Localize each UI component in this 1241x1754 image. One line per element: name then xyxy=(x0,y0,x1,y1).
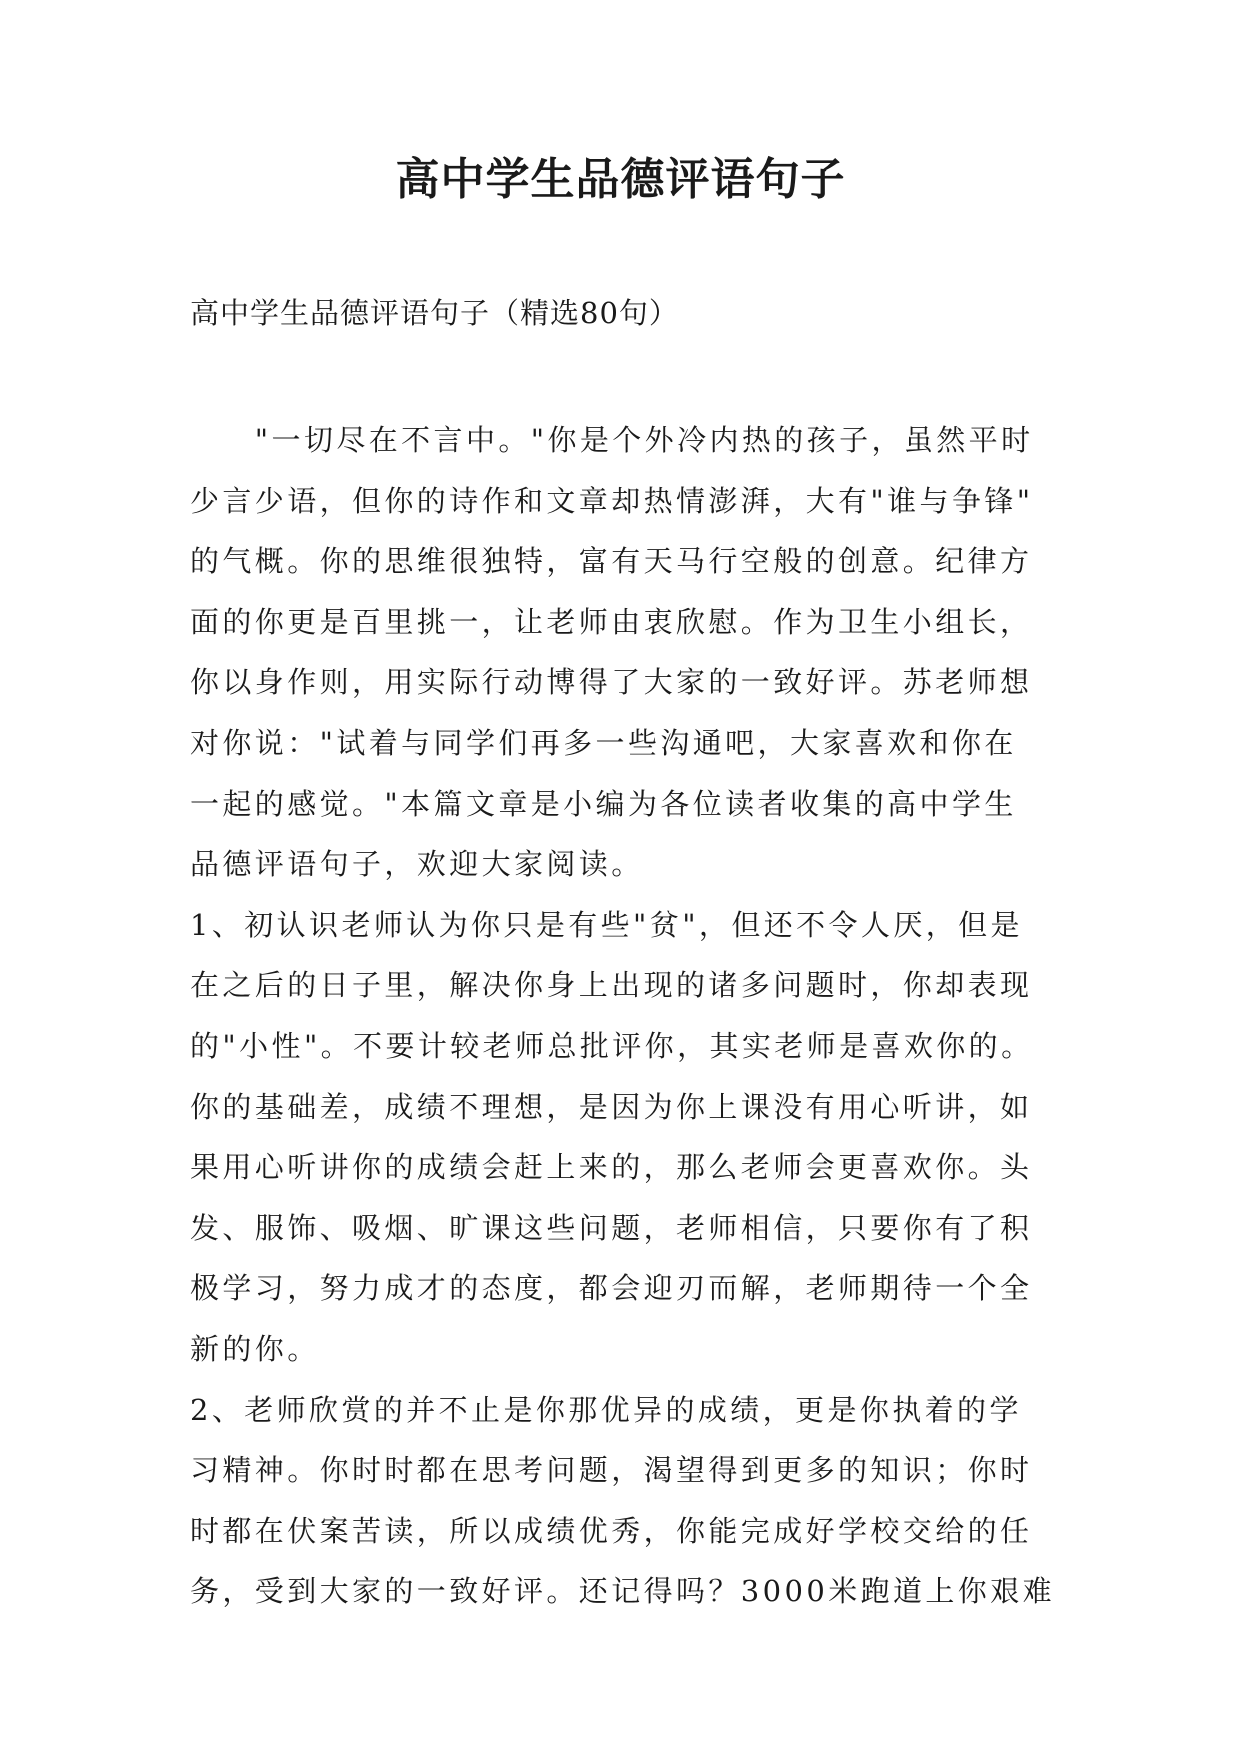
body-text-line: 发、服饰、吸烟、旷课这些问题，老师相信，只要你有了积 xyxy=(190,1210,1033,1245)
body-text-line: 极学习，努力成才的态度，都会迎刃而解，老师期待一个全 xyxy=(190,1271,1033,1306)
body-text-line: 你的基础差，成绩不理想，是因为你上课没有用心听讲，如 xyxy=(190,1089,1033,1124)
body-text-line: 1、初认识老师认为你只是有些"贫"，但还不令人厌，但是 xyxy=(190,907,1023,942)
body-text-line: 的"小性"。不要计较老师总批评你，其实老师是喜欢你的。 xyxy=(190,1028,1034,1063)
body-text-line: 品德评语句子，欢迎大家阅读。 xyxy=(190,847,644,882)
body-text-line: 时都在伏案苦读，所以成绩优秀，你能完成好学校交给的任 xyxy=(190,1513,1033,1548)
body-text-line: 面的你更是百里挑一，让老师由衷欣慰。作为卫生小组长， xyxy=(190,604,1033,639)
body-text-line: "一切尽在不言中。"你是个外冷内热的孩子，虽然平时 xyxy=(190,423,1034,457)
body-text-line: 的气概。你的思维很独特，富有天马行空般的创意。纪律方 xyxy=(190,544,1033,579)
body-text-line: 对你说："试着与同学们再多一些沟通吧，大家喜欢和你在 xyxy=(190,725,1017,760)
document-subtitle: 高中学生品德评语句子（精选80句） xyxy=(190,296,679,330)
body-text-line: 习精神。你时时都在思考问题，渴望得到更多的知识；你时 xyxy=(190,1453,1033,1488)
body-text-line: 一起的感觉。"本篇文章是小编为各位读者收集的高中学生 xyxy=(190,786,1017,821)
body-text-line: 少言少语，但你的诗作和文章却热情澎湃，大有"谁与争锋" xyxy=(190,483,1034,518)
body-text-line: 务，受到大家的一致好评。还记得吗？3000米跑道上你艰难 xyxy=(190,1574,1056,1609)
document-title: 高中学生品德评语句子 xyxy=(395,154,846,205)
body-text-line: 新的你。 xyxy=(190,1331,320,1366)
document-body xyxy=(190,410,1070,1622)
body-text-line: 在之后的日子里，解决你身上出现的诸多问题时，你却表现 xyxy=(190,968,1033,1003)
body-text-line: 果用心听讲你的成绩会赶上来的，那么老师会更喜欢你。头 xyxy=(190,1150,1033,1185)
body-text-line: 2、老师欣赏的并不止是你那优异的成绩，更是你执着的学 xyxy=(190,1392,1022,1427)
body-text-line: 你以身作则，用实际行动博得了大家的一致好评。苏老师想 xyxy=(190,665,1033,700)
